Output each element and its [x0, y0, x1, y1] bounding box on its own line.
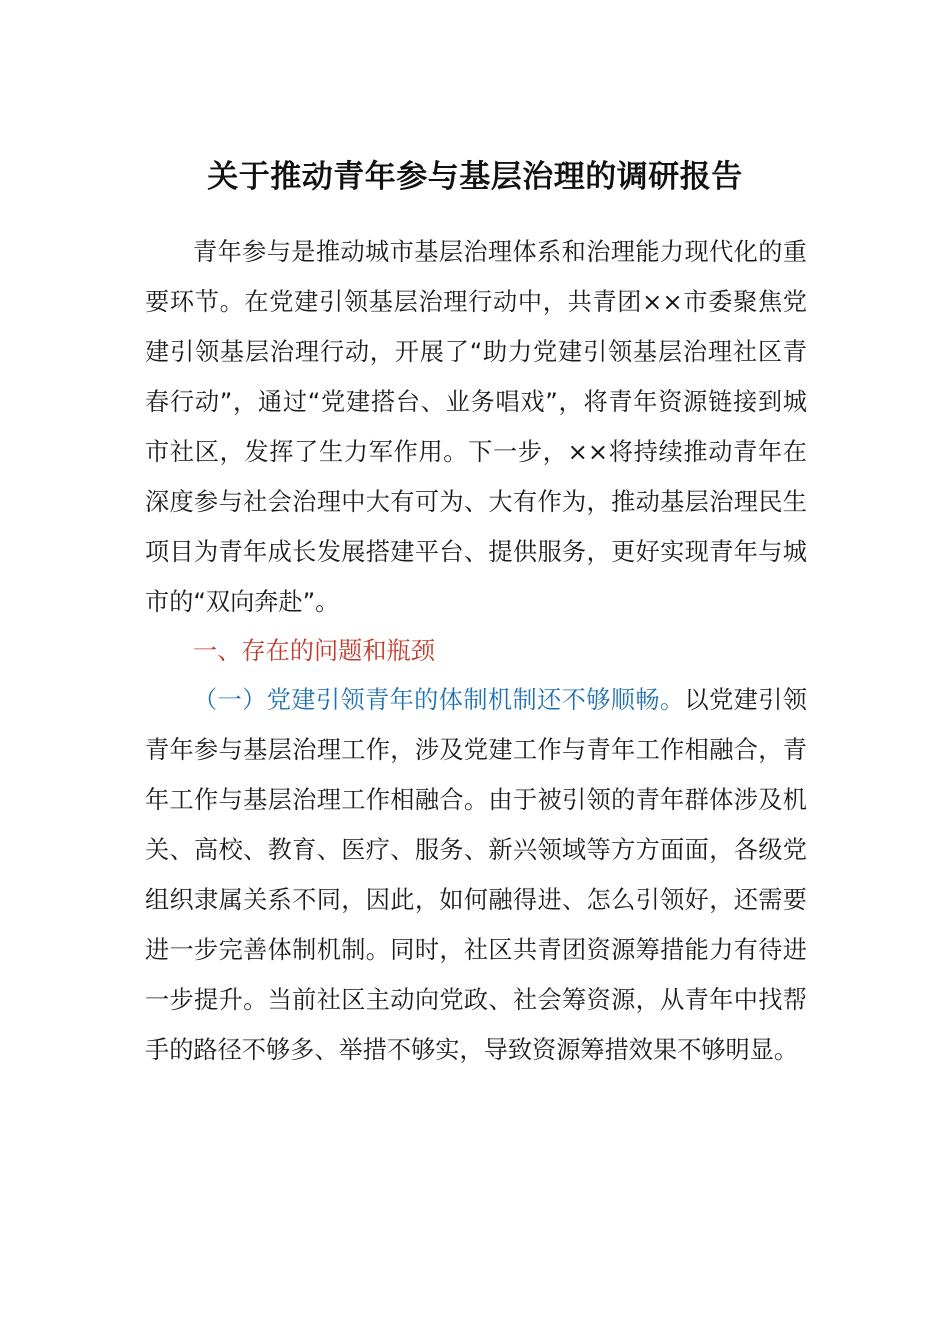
document-title: 关于推动青年参与基层治理的调研报告: [207, 159, 743, 195]
section-heading: 一、存在的问题和瓶颈: [193, 637, 435, 665]
paragraph-1-text: 以党建引领青年参与基层治理工作，涉及党建工作与青年工作相融合，青年工作与基层治理工作相融合。由于被引领的青年群体涉及机关、高校、教育、医疗、服务、新兴领域等方方面面，各级党组织隶属关系不同，因此，如何融得进、怎么引领好，还需要进一步完善体制机制。同时，社区共青团资源筹措能力有待进一步提升。当前社区主动向党政、社会筹资源，从青年中找帮手的路径不够多、举措不够实，导致资源筹措效果不够明显。: [145, 686, 807, 1064]
sub-heading-1: （一）党建引领青年的体制机制还不够顺畅。: [193, 686, 685, 714]
intro-paragraph: 青年参与是推动城市基层治理体系和治理能力现代化的重要环节。在党建引领基层治理行动中，共青团××市委聚焦党建引领基层治理行动，开展了“助力党建引领基层治理社区青春行动”，通过“党建搭台、业务唱戏”，将青年资源链接到城市社区，发挥了生力军作用。下一步，××将持续推动青年在深度参与社会治理中大有可为、大有作为，推动基层治理民生项目为青年成长发展搭建平台、提供服务，更好实现青年与城市的“双向奔赴”。: [145, 238, 807, 616]
paragraph-1: [145, 675, 807, 1075]
